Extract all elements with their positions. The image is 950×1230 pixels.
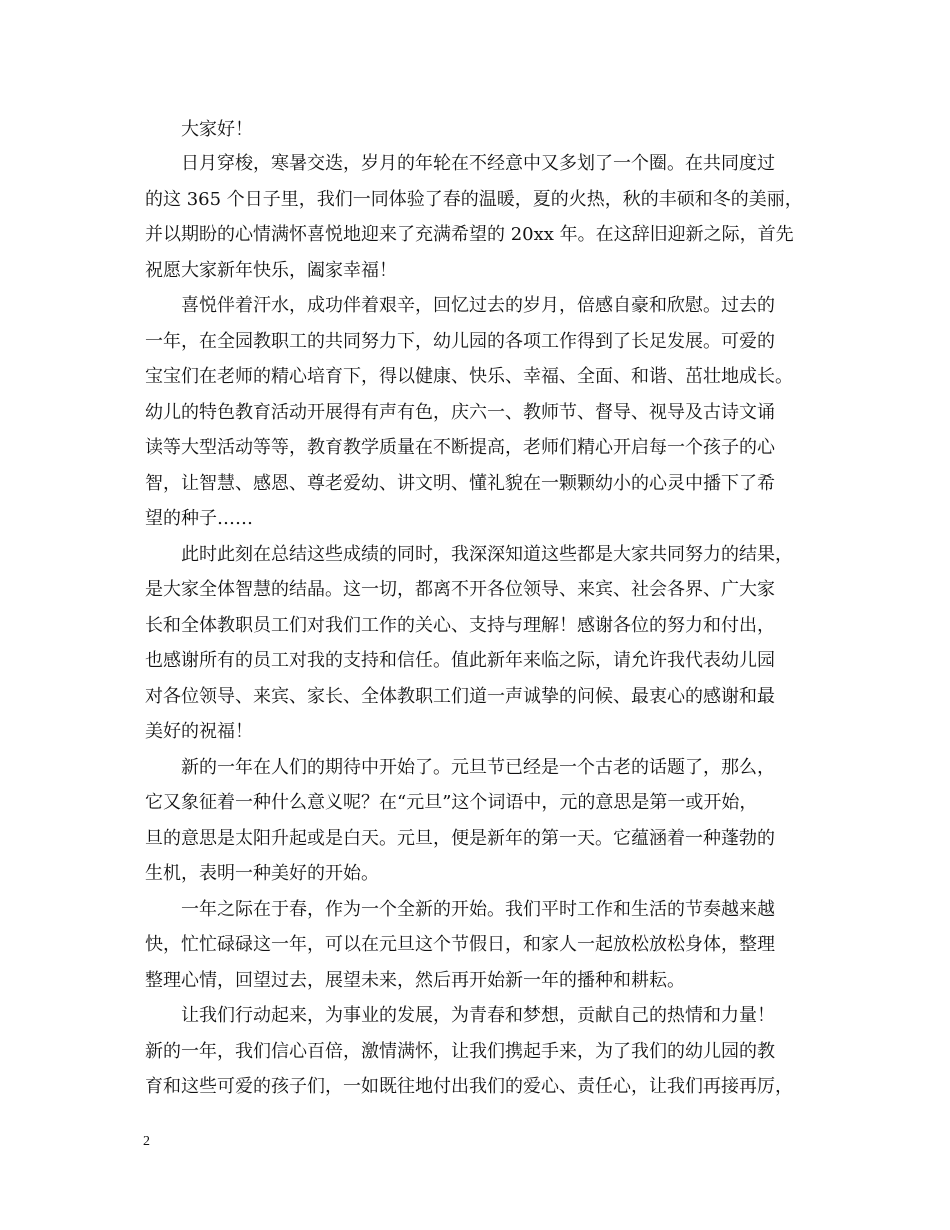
text-line: 的这 365 个日子里，我们一同体验了春的温暖，夏的火热，秋的丰硕和冬的美丽，	[145, 189, 803, 210]
text-line: 新的一年在人们的期待中开始了。元旦节已经是一个古老的话题了，那么，	[145, 757, 775, 778]
text-line: 让我们行动起来，为事业的发展，为青春和梦想，贡献自己的热情和力量！	[145, 1005, 775, 1026]
text-line: 智，让智慧、感恩、尊老爱幼、讲文明、懂礼貌在一颗颗幼小的心灵中播下了希	[145, 473, 775, 494]
text-line: 是大家全体智慧的结晶。这一切，都离不开各位领导、来宾、社会各界、广大家	[145, 579, 775, 600]
text-line: 大家好！	[145, 119, 253, 140]
text-line: 新的一年，我们信心百倍，激情满怀，让我们携起手来，为了我们的幼儿园的教	[145, 1041, 775, 1062]
text-line: 喜悦伴着汗水，成功伴着艰辛，回忆过去的岁月，倍感自豪和欣慰。过去的	[145, 295, 775, 316]
text-line: 祝愿大家新年快乐，阖家幸福！	[145, 260, 397, 281]
text-line: 旦的意思是太阳升起或是白天。元旦，便是新年的第一天。它蕴涵着一种蓬勃的	[145, 828, 775, 849]
text-line: 快，忙忙碌碌这一年，可以在元旦这个节假日，和家人一起放松放松身体，整理	[145, 934, 775, 955]
text-line: 宝宝们在老师的精心培育下，得以健康、快乐、幸福、全面、和谐、茁壮地成长。	[145, 366, 793, 387]
text-line: 一年，在全园教职工的共同努力下，幼儿园的各项工作得到了长足发展。可爱的	[145, 331, 775, 352]
text-line: 一年之际在于春，作为一个全新的开始。我们平时工作和生活的节奏越来越	[145, 899, 775, 920]
text-line: 它又象征着一种什么意义呢？在“元旦”这个词语中，元的意思是第一或开始，	[145, 792, 758, 813]
text-line: 长和全体教职员工们对我们工作的关心、支持与理解！感谢各位的努力和付出，	[145, 615, 775, 636]
page-number: 2	[143, 1134, 150, 1149]
text-line: 育和这些可爱的孩子们，一如既往地付出我们的爱心、责任心，让我们再接再厉，	[145, 1076, 793, 1097]
text-line: 生机，表明一种美好的开始。	[145, 863, 379, 884]
text-line: 读等大型活动等等，教育教学质量在不断提高，老师们精心开启每一个孩子的心	[145, 437, 775, 458]
text-line: 并以期盼的心情满怀喜悦地迎来了充满希望的 20xx 年。在这辞旧迎新之际，首先	[145, 224, 794, 245]
text-line: 对各位领导、来宾、家长、全体教职工们道一声诚挚的问候、最衷心的感谢和最	[145, 686, 775, 707]
text-line: 此时此刻在总结这些成绩的同时，我深深知道这些都是大家共同努力的结果，	[145, 544, 793, 565]
text-line: 望的种子……	[145, 508, 253, 529]
text-line: 也感谢所有的员工对我的支持和信任。值此新年来临之际，请允许我代表幼儿园	[145, 650, 775, 671]
text-line: 日月穿梭，寒暑交迭，岁月的年轮在不经意中又多划了一个圈。在共同度过	[145, 153, 775, 174]
text-line: 幼儿的特色教育活动开展得有声有色，庆六一、教师节、督导、视导及古诗文诵	[145, 402, 775, 423]
text-line: 整理心情，回望过去，展望未来，然后再开始新一年的播种和耕耘。	[145, 970, 685, 991]
text-line: 美好的祝福！	[145, 721, 253, 742]
